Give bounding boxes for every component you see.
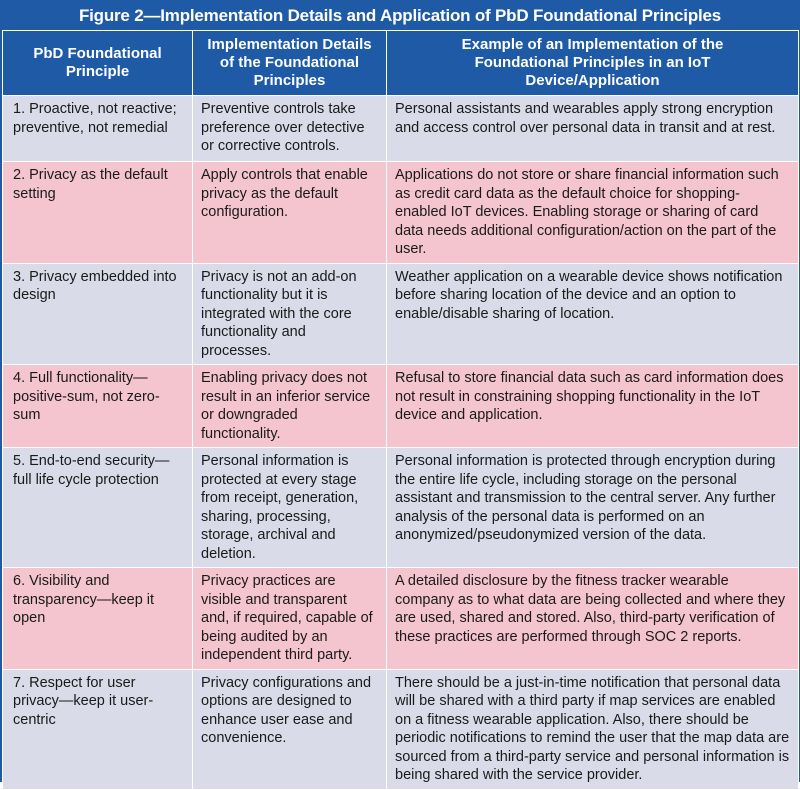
example-cell: There should be a just-in-time notification that personal data will be shared with a third party if map services are enabled on a fitness wearable application. Also, there should be periodic notifications to remind the user that the map data are sourced from a third-party service and personal information is being shared with the service provider. [387, 669, 799, 789]
principle-cell: 3. Privacy embedded into design [3, 263, 193, 365]
example-cell: Personal assistants and wearables apply strong encryption and access control over personal data in transit and at rest. [387, 96, 799, 162]
details-cell: Privacy is not an add-on functionality but it is integrated with the core functionality and processes. [193, 263, 387, 365]
table-row [3, 96, 799, 162]
details-cell: Privacy configurations and options are designed to enhance user ease and convenience. [193, 669, 387, 789]
table-header-row [3, 31, 799, 96]
principle-cell: 4. Full functionality—positive-sum, not zero-sum [3, 365, 193, 448]
example-cell: Weather application on a wearable device shows notification before sharing location of the device and an option to enable/disable sharing of location. [387, 263, 799, 365]
principle-cell: 5. End-to-end security—full life cycle protection [3, 448, 193, 568]
principle-cell: 2. Privacy as the default setting [3, 162, 193, 264]
principle-cell: 6. Visibility and transparency—keep it open [3, 568, 193, 670]
table-row [3, 263, 799, 365]
principles-table [2, 30, 799, 790]
details-cell: Preventive controls take preference over detective or corrective controls. [193, 96, 387, 162]
details-cell: Privacy practices are visible and transparent and, if required, capable of being audited by an independent third party. [193, 568, 387, 670]
table-row [3, 669, 799, 789]
header-example: Example of an Implementation of the Foundational Principles in an IoT Device/Application [387, 31, 799, 96]
table-row [3, 568, 799, 670]
details-cell: Enabling privacy does not result in an inferior service or downgraded functionality. [193, 365, 387, 448]
example-cell: A detailed disclosure by the fitness tracker wearable company as to what data are being collected and where they are used, shared and stored. Also, third-party verification of these practices are performed through SOC 2 reports. [387, 568, 799, 670]
example-cell: Personal information is protected through encryption during the entire life cycle, including storage on the personal assistant and transmission to the central server. Any further analysis of the personal data is performed on an anonymized/pseudonymized version of the data. [387, 448, 799, 568]
details-cell: Personal information is protected at every stage from receipt, generation, sharing, processing, storage, archival and deletion. [193, 448, 387, 568]
header-principle: PbD Foundational Principle [3, 31, 193, 96]
example-cell: Refusal to store financial data such as card information does not result in constraining shopping functionality in the IoT device and application. [387, 365, 799, 448]
table-row [3, 448, 799, 568]
example-cell: Applications do not store or share financial information such as credit card data as the default choice for shopping-enabled IoT devices. Enabling storage or sharing of card data needs additional configuration/action on the part of the user. [387, 162, 799, 264]
details-cell: Apply controls that enable privacy as the default configuration. [193, 162, 387, 264]
principle-cell: 1. Proactive, not reactive; preventive, not remedial [3, 96, 193, 162]
principle-cell: 7. Respect for user privacy—keep it user-centric [3, 669, 193, 789]
header-details: Implementation Details of the Foundational Principles [193, 31, 387, 96]
table-row [3, 162, 799, 264]
table-row [3, 365, 799, 448]
figure-title: Figure 2—Implementation Details and Application of PbD Foundational Principles [2, 2, 798, 30]
